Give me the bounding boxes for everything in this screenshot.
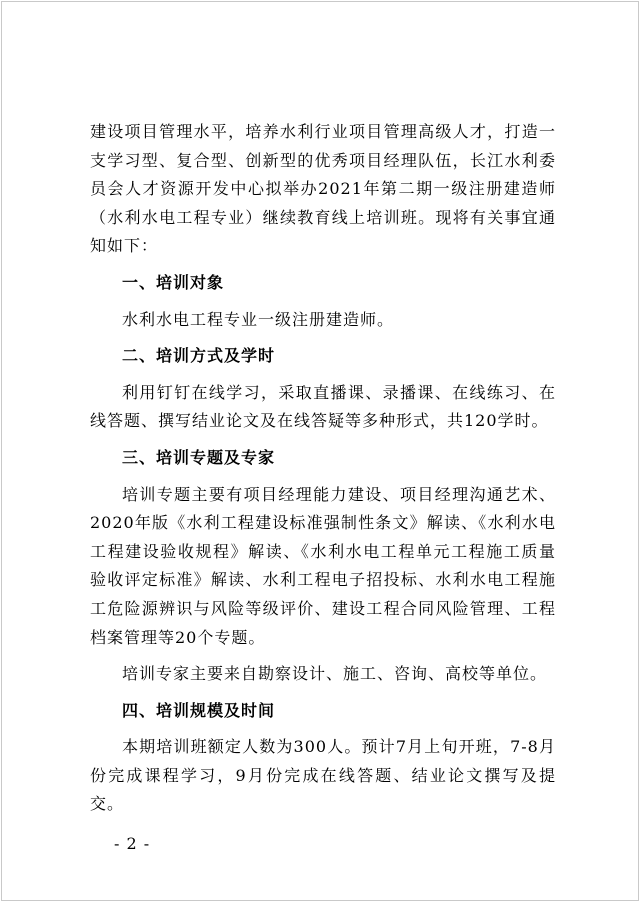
paragraph-training-topics: 培训专题主要有项目经理能力建设、项目经理沟通艺术、2020年版《水利工程建设标准强制性条文》解读、《水利水电工程建设验收规程》解读、《水利水电工程单元工程施工质量验收评定标准》解读、水利工程电子招投标、水利水电工程施工危险源辨识与风险等级评价、建设工程合同风险管理、工程档案管理等20个专题。 <box>90 484 556 647</box>
section-heading-training-method: 二、培训方式及学时 <box>122 346 276 366</box>
document-body <box>90 118 556 819</box>
paragraph-training-scale: 本期培训班额定人数为300人。预计7月上旬开班，7-8月份完成课程学习，9月份完成在线答题、结业论文撰写及提交。 <box>90 737 556 814</box>
section-heading-training-topics: 三、培训专题及专家 <box>122 447 276 467</box>
section-heading-training-scale: 四、培训规模及时间 <box>122 700 276 720</box>
section-heading-training-target: 一、培训对象 <box>122 272 225 292</box>
paragraph-training-experts: 培训专家主要来自勘察设计、施工、咨询、高校等单位。 <box>122 664 548 684</box>
intro-paragraph: 建设项目管理水平，培养水利行业项目管理高级人才，打造一支学习型、复合型、创新型的优秀项目经理队伍，长江水利委员会人才资源开发中心拟举办2021年第二期一级注册建造师（水利水电工程专业）继续教育线上培训班。现将有关事宜通知如下： <box>90 122 556 256</box>
page-number: - 2 - <box>114 834 151 853</box>
paragraph-training-target: 水利水电工程专业一级注册建造师。 <box>122 309 395 329</box>
document-page <box>1 1 639 901</box>
paragraph-training-method: 利用钉钉在线学习，采取直播课、录播课、在线练习、在线答题、撰写结业论文及在线答疑等多种形式，共120学时。 <box>90 382 556 431</box>
